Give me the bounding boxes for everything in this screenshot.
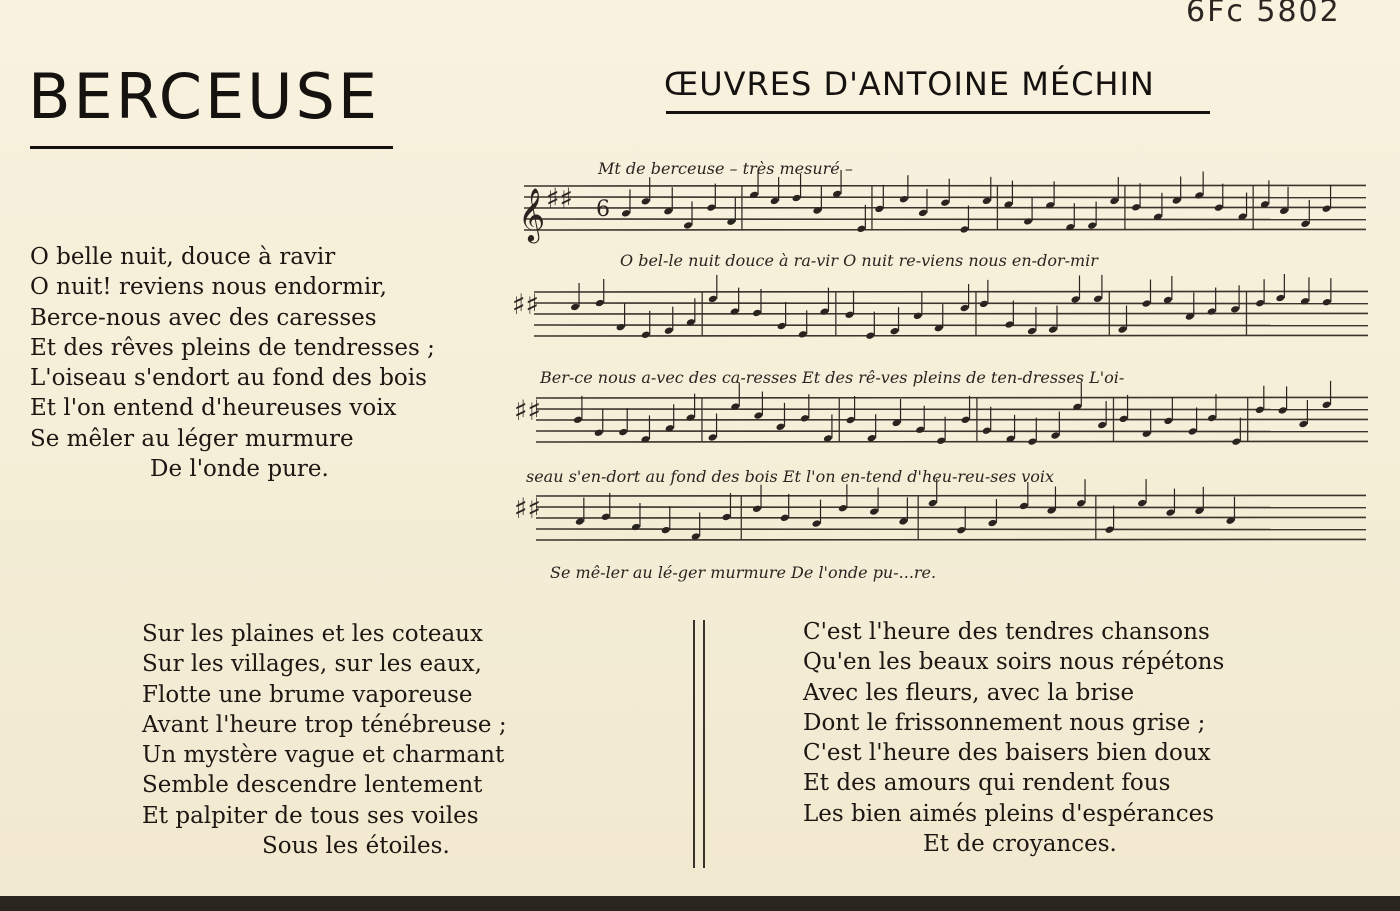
verse-1 — [30, 242, 435, 484]
staff-line — [536, 441, 1368, 442]
verse-line: Sur les plaines et les coteaux — [142, 621, 483, 647]
staff-line — [536, 419, 1368, 420]
staff-line — [524, 185, 1366, 186]
staff-systems — [524, 185, 1368, 540]
staff-line — [534, 303, 1368, 304]
verse-line: C'est l'heure des tendres chansons — [803, 619, 1210, 645]
staff-line — [534, 313, 1368, 314]
key-signature-icon: ♯♯ — [514, 492, 542, 525]
verse-line: Et des rêves pleins de tendresses ; — [30, 334, 435, 361]
lyric-line-2: Ber-ce nous a-vec des ca-resses Et des rê-ves pleins de ten-dresses L'oi- — [540, 368, 1125, 387]
treble-clef-icon: 𝄞 — [518, 187, 546, 241]
tempo-marking: Mt de berceuse – très mesuré – — [598, 159, 853, 178]
staff-line — [536, 529, 1366, 530]
verse-line: Semble descendre lentement — [142, 772, 483, 799]
verse-line: Dont le frissonnement nous grise ; — [803, 709, 1206, 736]
verse-line: Qu'en les beaux soirs nous répétons — [803, 649, 1225, 676]
lyric-line-1: O bel-le nuit douce à ra-vir O nuit re-viens nous en-dor-mir — [620, 251, 1098, 270]
verse-line: Un mystère vague et charmant — [142, 742, 505, 769]
shelfmark-annotation: 6Fc 5802 — [1186, 0, 1341, 29]
key-signature-icon: ♯♯ — [514, 394, 542, 427]
verse-refrain-line: Et de croyances. — [923, 831, 1117, 858]
lyric-line-4: Se mê-ler au lé-ger murmure De l'onde pu-...re. — [550, 563, 937, 582]
verse-line: Et palpiter de tous ses voiles — [142, 802, 479, 829]
card-edge — [0, 896, 1400, 911]
verse-line: Flotte une brume vaporeuse — [142, 681, 473, 708]
staff-line — [524, 197, 1366, 198]
verse-line: Et des amours qui rendent fous — [803, 770, 1171, 797]
verse-line: L'oiseau s'endort au fond des bois — [30, 365, 427, 392]
staff-line — [524, 207, 1366, 208]
column-divider — [703, 620, 705, 868]
verse-line: Berce-nous avec des caresses — [30, 304, 377, 331]
title-underline — [30, 146, 393, 149]
verse-line: Se mêler au léger murmure — [30, 425, 354, 452]
page-title: BERCEUSE — [28, 60, 381, 133]
key-signature-icon: ♯♯ — [512, 288, 540, 321]
verse-line: Avec les fleurs, avec la brise — [803, 679, 1135, 706]
verse-line: Et l'on entend d'heureuses voix — [30, 395, 397, 422]
verse-line: Avant l'heure trop ténébreuse ; — [142, 711, 507, 738]
staff-line — [536, 539, 1366, 540]
verse-3 — [803, 617, 1224, 859]
verse-line: O nuit! reviens nous endormir, — [30, 274, 387, 301]
staff-line — [534, 335, 1368, 336]
staff-line — [524, 229, 1366, 230]
verse-line: Sur les villages, sur les eaux, — [142, 651, 482, 678]
composer-heading: ŒUVRES D'ANTOINE MÉCHIN — [664, 65, 1155, 103]
staff-line — [536, 517, 1366, 518]
verse-line: C'est l'heure des baisers bien doux — [803, 740, 1211, 767]
music-score — [510, 140, 1380, 590]
verse-refrain-line: Sous les étoiles. — [262, 833, 450, 860]
verse-refrain-line: De l'onde pure. — [150, 456, 329, 483]
composer-underline — [666, 111, 1210, 114]
staff-line — [536, 397, 1368, 398]
time-signature-icon: 6 — [596, 197, 610, 222]
lyric-line-3: seau s'en-dort au fond des bois Et l'on en-tend d'heu-reu-ses voix — [526, 467, 1055, 486]
verse-line: O belle nuit, douce à ravir — [30, 244, 336, 270]
staff-line — [536, 409, 1368, 410]
staff-line — [536, 495, 1366, 496]
staff-line — [536, 431, 1368, 432]
staff-line — [534, 291, 1368, 292]
verse-2 — [142, 619, 507, 861]
staff-line — [536, 507, 1366, 508]
staff-line — [534, 325, 1368, 326]
column-divider — [693, 620, 695, 868]
verse-line: Les bien aimés pleins d'espérances — [803, 800, 1215, 827]
key-signature-icon: ♯♯ — [546, 182, 574, 215]
